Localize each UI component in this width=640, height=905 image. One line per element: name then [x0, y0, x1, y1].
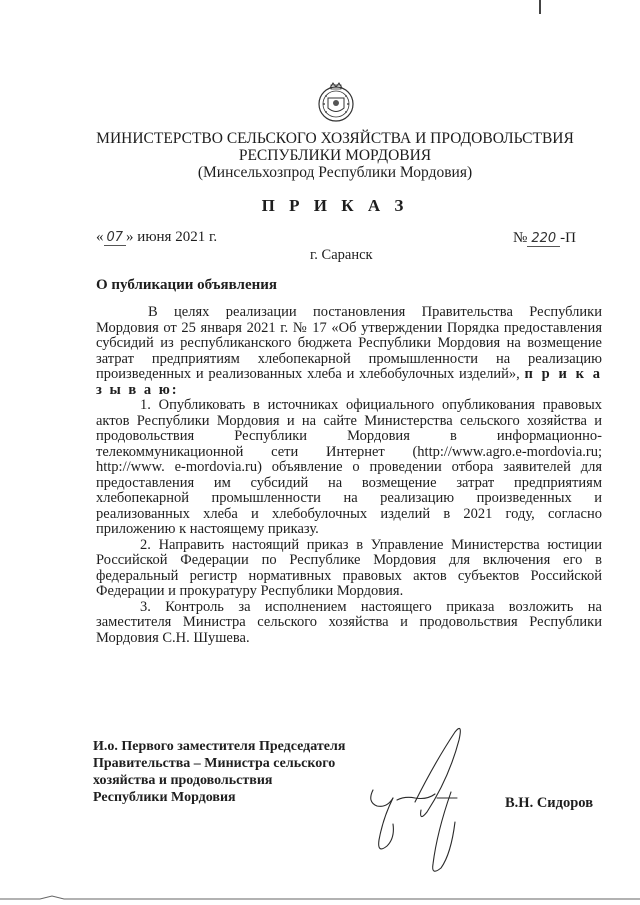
order-date — [96, 229, 217, 246]
coat-of-arms-icon — [316, 80, 356, 124]
handwritten-signature — [355, 722, 485, 877]
number-suffix: -П — [560, 230, 576, 246]
position-line2: Правительства – Министра сельского — [93, 756, 336, 771]
order-body — [96, 305, 602, 646]
position-line4: Республики Мордовия — [93, 790, 236, 805]
ministry-name-line1: МИНИСТЕРСТВО СЕЛЬСКОГО ХОЗЯЙСТВА И ПРОДОВОЛЬСТВИЯ — [96, 130, 574, 147]
signatory-position — [93, 738, 345, 806]
order-subject: О публикации объявления — [96, 277, 278, 293]
ministry-short-name: (Минсельхозпрод Республики Мордовия) — [197, 164, 473, 181]
scan-edge-mark — [539, 0, 541, 14]
body-paragraph-2: 2. Направить настоящий приказ в Управление Министерства юстиции Российской Федерации по Республике Мордовия для включения его в федеральный регистр нормативных правовых актов субъектов Российской Федерации и прокуратуру Республики Мордовия. — [96, 536, 602, 599]
position-line1: И.о. Первого заместителя Председателя — [93, 739, 346, 754]
number-sign: № — [513, 230, 528, 246]
order-title: П Р И К А З — [261, 196, 409, 215]
position-line3: хозяйства и продовольствия — [93, 773, 273, 788]
preamble-order-word: п р и к а з ы в а ю: — [96, 366, 603, 398]
order-number — [513, 230, 576, 247]
body-paragraph-3: 3. Контроль за исполнением настоящего приказа возложить на заместителя Министра сельского хозяйства и продовольствия Республики Мордовия С.Н. Шушева. — [96, 598, 602, 646]
body-paragraph-preamble — [96, 305, 602, 398]
date-day-handwritten: 07 — [104, 230, 127, 246]
ministry-header — [60, 130, 610, 181]
scan-bottom-edge — [0, 895, 640, 905]
order-city: г. Саранск — [310, 247, 373, 263]
body-paragraph-1: 1. Опубликовать в источниках официального опубликования правовых актов Республики Мордовия и на сайте Министерства сельского хозяйства и продовольствия Республики Мордовия в информационно-телекоммуникационной сети Интернет (http://www.agro.e-mordovia.ru; http://www. e-mordovia.ru) объявление о проведении отбора заявителей для предоставления им субсидий на возмещение затрат предприятиям хлебопекарной промышленности на реализацию произведенных и реализованных хлеба и хлебобулочных изделий в 2021 году, согласно приложению к настоящему приказу. — [96, 397, 602, 537]
date-quote-open: « — [96, 229, 104, 245]
ministry-name-line2: РЕСПУБЛИКИ МОРДОВИЯ — [238, 147, 432, 164]
preamble-text: В целях реализации постановления Правительства Республики Мордовия от 25 января 2021 г. № 17 «Об утверждении Порядка предоставления субсидий из республиканского бюджета Республики Мордовия на возмещение затрат предприятиям хлебопекарной промышленности на реализацию произведенных и реализованных хлеба и хлебобулочных изделий», — [96, 304, 602, 382]
number-handwritten: 220 — [527, 231, 560, 247]
signatory-name: В.Н. Сидоров — [505, 795, 594, 811]
date-month-year: » июня 2021 г. — [126, 229, 218, 245]
